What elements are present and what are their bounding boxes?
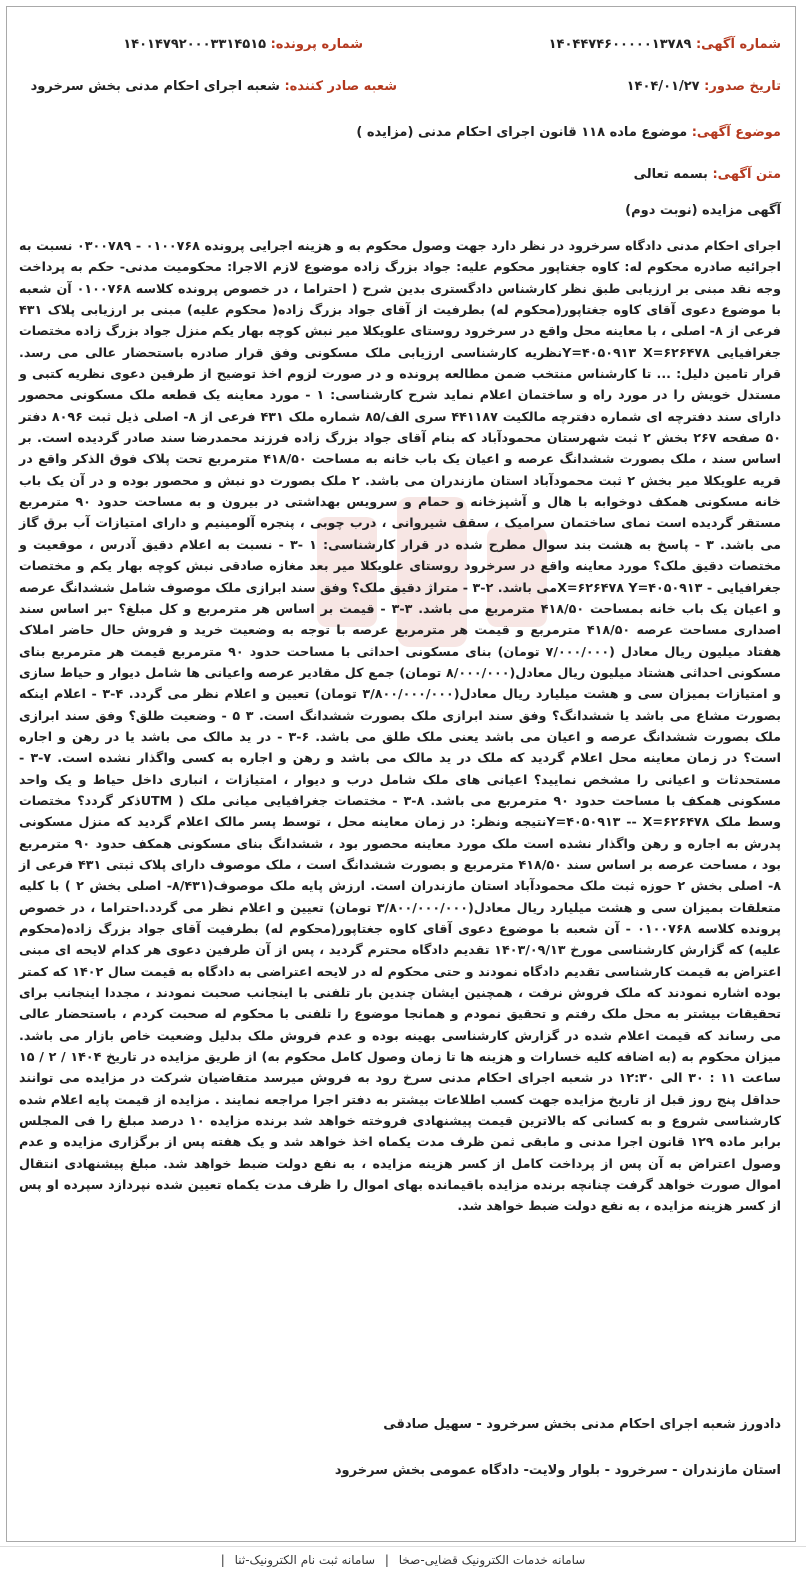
issue-date-value: ۱۴۰۴/۰۱/۲۷ (626, 79, 700, 94)
case-number-label: شماره پرونده: (270, 37, 363, 52)
body-paragraph: اجرای احکام مدنی دادگاه سرخرود در نظر دارد جهت وصول محکوم به و هزینه اجرایی پرونده ۰۱۰۰۷۶۸ - ۰۳۰۰۷۸۹ نسبت به اجرائیه صادره محکوم له: کاوه جغتاپور محکوم علیه: جواد بزرگ زاده موضوع لازم الاجرا: محکومیت مدنی- حکم به پرداخت وجه نقد مبنی بر ارزیابی طبق نظر کارشناس دادگستری بدین شرح ( احتراما ، در خصوص پرونده کلاسه ۰۱۰۰۷۶۸ آن شعبه با موضوع دعوی آقای کاوه جغتاپور(محکوم له) بطرفیت از آقای جواد بزرگ زاده( محکوم علیه) مبنی بر ارزیابی پلاک ۴۳۱ فرعی از ۸- اصلی ، با معاینه محل واقع در سرخرود روستای علویکلا میر نبش کوچه بهار یکم منزل جواد بزرگ زاده مختصات جغرافیایی Y=۴۰۵۰۹۱۳ X=۶۲۶۴۷۸نظریه کارشناسی ارزیابی ملک مسکونی وفق قرار صادره باستحضار عالی می رسد. قرار تامین دلیل: ... تا کارشناس منتخب ضمن مطالعه پرونده و در صورت لزوم اخذ توضیح از طرفین دعوی نظریه کتبی و مستدل خویش را در مورد راه و ساختمان اعلام نماید شرح کارشناسی: ۱ - مورد معاینه یک قطعه ملک مسکونی محصور دارای سند دفترچه ای شماره دفترچه مالکیت ۴۴۱۱۸۷ سری الف/۸۵ شماره ملک ۴۳۱ فرعی از ۸- اصلی ذیل ثبت ۸۰۹۶ دفتر ۵۰ صفحه ۲۶۷ بخش ۲ ثبت شهرستان محمودآباد که بنام آقای جواد بزرگ زاده فرزند محمدرضا سند صادر گردیده است. بر اساس سند ، ملک بصورت ششدانگ عرصه و اعیان یک باب خانه به مساحت ۴۱۸/۵۰ مترمربع تحت پلاک فوق الذکر واقع در قریه علویکلا میر بخش ۲ ثبت محمودآباد استان مازندران می باشد. ۲ ملک بصورت دو نبش و محصور بوده و در آن یک باب خانه مسکونی همکف دوخوابه با هال و آشپزخانه و حمام و سرویس بهداشتی در بیرون و به مساحت حدود ۹۰ مترمربع مستقر گردیده است نمای ساختمان سرامیک ، سقف شیروانی ، درب چوبی ، پنجره آلومینیم و دارای امتیازات آب برق گاز می باشد. ۳ - پاسخ به هشت بند سوال مطرح شده در قرار کارشناسی: ۱ -۳ - نسبت به اعلام دقیق آدرس ، موقعیت و مختصات دقیق ملک؟ مورد معاینه واقع در سرخرود روستای علویکلا میر بعد مغازه صادقی نبش کوچه بهار یکم و مختصات جغرافیایی - X=۶۲۶۴۷۸ Y=۴۰۵۰۹۱۳می باشد. ۲-۳ - متراژ دقیق ملک؟ وفق سند ابرازی ملک موصوف شامل ششدانگ عرصه و اعیان یک باب خانه بمساحت ۴۱۸/۵۰ مترمربع می باشد. ۳-۳ - قیمت بر اساس هر مترمربع و کل مبلغ؟ -بر اساس سند اصداری مساحت عرصه ۴۱۸/۵۰ مترمربع و قیمت هر مترمربع عرصه با توجه به وضعیت خرید و فروش حال حاضر املاک هفتاد میلیون ریال معادل (۷/۰۰۰/۰۰۰ تومان) بنای مسکونی احداثی با مساحت حدود ۹۰ مترمربع قیمت هر مترمربع بنای مسکونی احداثی هشتاد میلیون ریال معادل(۸/۰۰۰/۰۰۰ تومان) جمع کل مقادیر عرصه واعیانی ها شامل دیوار و حیاط سازی و امتیازات بمیزان سی و هشت میلیارد ریال معادل(۳/۸۰۰/۰۰۰/۰۰۰ تومان) تعیین و اعلام نظر می گردد. ۴-۳ - اعلام اینکه بصورت مشاع می باشد یا ششدانگ؟ وفق سند ابرازی ملک بصورت ششدانگ است. ۳ ۵ - وضعیت طلق؟ وفق سند ابرازی ملک بصورت ششدانگ عرصه و اعیان می باشد یعنی ملک طلق می باشد. ۶-۳ - در ید مالک می باشد یا در رهن و اجاره است؟ در زمان معاینه محل اعلام گردید که ملک در ید مالک می باشد و رهن و اجاره به کسی واگذار نشده است. ۷-۳ - مستحدثات و اعیانی را مشخص نمایید؟ اعیانی های ملک شامل درب و دیوار ، امتیازات ، انباری داخل حیاط و یک واحد مسکونی همکف با مساحت حدود ۹۰ مترمربع می باشد. ۸-۳ - مختصات جغرافیایی میانی ملک ( UTMذکر گردد؟ مختصات وسط ملک Y=۴۰۵۰۹۱۳ -- X=۶۲۶۴۷۸نتیجه ونظر: در زمان معاینه محل ، توسط پسر مالک اعلام گردید که منزل مسکونی پدرش به اجاره و رهن واگذار نشده است ملک مورد معاینه محصور بود ، ششدانگ بنای مسکونی همکف حدود ۹۰ مترمربع بود ، مساحت عرصه بر اساس سند ۴۱۸/۵۰ مترمربع و بصورت ششدانگ است ، ملک موصوف دارای پلاک ثبتی ۴۳۱ فرعی از ۸- اصلی بخش ۲ حوزه ثبت ملک محمودآباد استان مازندران است. ارزش پایه ملک موصوف(۸/۴۳۱- اصلی بخش ۲ ) با کلیه متعلقات بمیزان سی و هشت میلیارد ریال معادل(۳/۸۰۰/۰۰۰/۰۰۰ تومان) تعیین و اعلام نظر می گردد.احتراما ، در خصوص پرونده کلاسه ۰۱۰۰۷۶۸ - آن شعبه با موضوع دعوی آقای کاوه جغتاپور(محکوم له) بطرفیت آقای جواد بزرگ زاده(محکوم علیه) که گزارش کارشناسی مورخ ۱۴۰۳/۰۹/۱۳ تقدیم دادگاه محترم گردید ، پس از آن طرفین دعوی هر کدام لایحه ای مبنی اعتراض به قیمت کارشناسی تقدیم دادگاه نمودند و حتی محکوم له در لایحه اعتراضی به دادگاه به قیمت سال ۱۴۰۲ که کمتر بوده اشاره نمودند که ملک فروش نرفت ، همچنین ایشان چندین بار تلفنی با اینجانب صحبت نمودند ، مجددا اینجانب برای تحقیقات بیشتر به محل ملک رفتم و تحقیق نمودم و همانجا موضوع را تلفنی با محکوم له صحبت کردم ، باستحضار عالی می رساند که قیمت اعلام شده در گزارش کارشناسی بهینه بوده و عدم فروش ملک بدلیل وضعیت خاص بازار می باشد. میزان محکوم به (به اضافه کلیه خسارات و هزینه ها تا زمان وصول کامل محکوم به) از طریق مزایده در تاریخ ۱۴۰۴ / ۲ / ۱۵ ساعت ۱۱ : ۳۰ الی ۱۲:۳۰ در شعبه اجرای احکام مدنی سرخ رود به فروش میرسد متقاضیان شرکت در مزایده می توانند حداقل پنج روز قبل از تاریخ مزایده جهت کسب اطلاعات بیشتر به دفتر اجرا مراجعه نمایند . مزایده از قیمت پایه اعلام شده کارشناسی شروع و به کسانی که بالاترین قیمت پیشنهادی فروخته خواهد شد برنده مزایده ۱۰ درصد مبلغ را فی المجلس برابر ماده ۱۲۹ قانون اجرا مدنی و مابقی ثمن ظرف مدت یکماه اخذ خواهد شد و یک هفته پس از برگزاری مزایده و عدم وصول اعتراض به آن پس از پرداخت کامل از کسر هزینه مزایده ، به نفع دولت ضبط خواهد شد. مبلغ پیشنهادی انتقال اموال صورت خواهد گرفت چنانچه برنده مزایده باقیمانده بهای اموال را ظرف مدت یکماه تعیین شده نپردازد سپرده او پس از کسر هزینه مزایده ، به نفع دولت ضبط خواهد شد. (19, 238, 782, 1214)
auction-title: آگهی مزایده (نوبت دوم) (625, 203, 781, 218)
case-number-value: ۱۴۰۱۴۷۹۲۰۰۰۳۳۱۴۵۱۵ (123, 37, 267, 52)
subject-label: موضوع آگهی: (691, 125, 781, 140)
subject-value: موضوع ماده ۱۱۸ قانون اجرای احکام مدنی (مزایده ) (356, 125, 688, 140)
footer-separator-end: | (220, 1553, 225, 1567)
footer-link-sana[interactable]: سامانه ثبت نام الکترونیک-ثنا (234, 1553, 376, 1567)
case-number (123, 37, 363, 61)
issuer-label: شعبه صادر کننده: (284, 79, 397, 94)
issue-date (627, 79, 781, 103)
issuer (31, 79, 397, 103)
bottom-link-bar (0, 1546, 806, 1577)
notice-body (19, 235, 781, 1217)
issue-date-label: تاریخ صدور: (704, 79, 781, 94)
ad-number-label: شماره آگهی: (695, 37, 781, 52)
notice-document (6, 6, 796, 1542)
subject (21, 125, 781, 140)
footer-link-sakha[interactable]: سامانه خدمات الکترونیک قضایی-صخا (398, 1553, 586, 1567)
address: استان مازندران - سرخرود - بلوار ولایت- دادگاه عمومی بخش سرخرود (334, 1463, 781, 1478)
issuer-value: شعبه اجرای احکام مدنی بخش سرخرود (30, 79, 280, 94)
text-heading (21, 167, 781, 182)
ad-number (549, 37, 781, 61)
text-heading-label: متن آگهی: (712, 167, 781, 182)
signature: دادورز شعبه اجرای احکام مدنی بخش سرخرود - سهیل صادقی (383, 1417, 781, 1432)
ad-number-value: ۱۴۰۴۴۷۴۶۰۰۰۰۰۱۳۷۸۹ (548, 37, 692, 52)
text-heading-value: بسمه تعالی (633, 167, 708, 182)
footer-separator: | (384, 1553, 389, 1567)
